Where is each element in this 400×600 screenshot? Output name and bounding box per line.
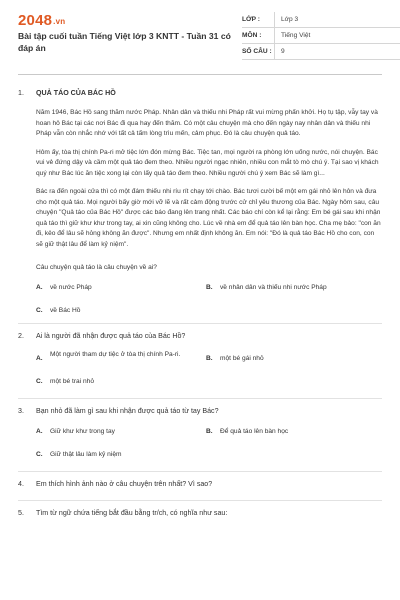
answer-option-c[interactable] [36, 306, 206, 315]
reading-passage [36, 108, 382, 250]
option-text: Một người tham dự tiệc ở tòa thị chính Pa-ri. [50, 351, 181, 358]
question-number: 4. [18, 480, 24, 488]
site-logo[interactable] [18, 12, 65, 29]
option-letter: C. [36, 307, 43, 314]
option-letter: A. [36, 428, 43, 435]
meta-row-subject [242, 28, 400, 44]
answer-options [36, 283, 382, 315]
meta-key: SỐ CÂU : [242, 48, 272, 55]
question-prompt: Câu chuyện quả táo là câu chuyện về ai? [36, 264, 157, 271]
option-letter: C. [36, 378, 43, 385]
question-number: 2. [18, 332, 24, 340]
question-1 [18, 89, 382, 315]
divider [18, 500, 382, 501]
answer-option-b[interactable] [206, 350, 382, 363]
option-text: một bé gái nhỏ [220, 355, 264, 362]
passage-paragraph: Hôm ấy, tòa thị chính Pa-ri mở tiệc lớn đón mừng Bác. Tiệc tan, mọi người ra phòng lớn uống nước, nói chuyện. Bác vui vẻ đứng dậy và cầm một quả táo đem theo. Nhiều người ngạc nhiên, nhiều con mắt tò mò chú ý. Tại sao vị khách quý như Bác lúc ăn tiệc xong lại còn lấy quả táo đem theo. Nhiều người chú ý xem Bác sẽ làm gì... [36, 148, 379, 177]
logo-tld: .vn [53, 16, 66, 26]
page-title: Bài tập cuối tuần Tiếng Việt lớp 3 KNTT - Tuần 31 có đáp án [18, 31, 231, 53]
question-5 [18, 509, 382, 517]
header [18, 0, 382, 75]
option-letter: B. [206, 428, 213, 435]
answer-option-a[interactable] [36, 427, 206, 436]
meta-row-count [242, 44, 400, 60]
option-letter: C. [36, 451, 43, 458]
question-number: 1. [18, 89, 24, 97]
option-text: về nhân dân và thiếu nhi nước Pháp [220, 284, 327, 291]
meta-row-class [242, 12, 400, 28]
answer-options [36, 350, 382, 386]
meta-value: 9 [274, 44, 285, 59]
question-prompt: Bạn nhỏ đã làm gì sau khi nhận được quả táo từ tay Bác? [36, 407, 219, 415]
meta-table [242, 12, 400, 60]
passage-paragraph: Năm 1946, Bác Hồ sang thăm nước Pháp. Nhân dân và thiếu nhi Pháp rất vui mừng phấn khởi. Họ tụ tập, vẫy tay và hoan hô Bác tại các nơi Bác đi qua hay đến thăm. Có một câu chuyện mà cho đến ngày nay nhân dân và thiếu nhi Pháp vẫn còn nhắc nhớ với tất cả tấm lòng trìu mến, cảm phục. Đó là câu chuyện quả táo. [36, 109, 378, 137]
divider [18, 323, 382, 324]
question-number: 5. [18, 509, 24, 517]
option-text: Để quả táo lên bàn học [220, 428, 289, 435]
question-4-header [18, 480, 382, 488]
answer-option-b[interactable] [206, 427, 382, 436]
question-5-header [18, 509, 382, 517]
meta-value: Tiếng Việt [274, 28, 310, 43]
option-letter: B. [206, 355, 213, 362]
question-prompt: Ai là người đã nhận được quả táo của Bác Hồ? [36, 332, 186, 340]
question-prompt: Em thích hình ảnh nào ở câu chuyện trên nhất? Vì sao? [36, 480, 213, 488]
answer-option-b[interactable] [206, 283, 382, 292]
option-text: một bé trai nhỏ [50, 378, 94, 385]
question-number: 3. [18, 407, 24, 415]
meta-key: LỚP : [242, 16, 260, 23]
answer-option-c[interactable] [36, 377, 206, 386]
divider [18, 398, 382, 399]
option-text: Giữ khư khư trong tay [50, 428, 115, 435]
answer-option-c[interactable] [36, 450, 206, 459]
option-text: Giữ thật lâu làm kỷ niệm [50, 451, 122, 458]
question-2 [18, 332, 382, 386]
logo-number: 2048 [18, 12, 53, 29]
passage-paragraph: Bác ra đến ngoài cửa thì có một đám thiếu nhi ríu rít chạy tới chào. Bác tươi cười bế một em gái nhỏ lên hôn và đưa cho một quả táo. Mọi người bấy giờ mới vỡ lẽ và rất cảm động trước cử chỉ yêu thương của Bác. Ngày hôm sau, câu chuyện "Quả táo của Bác Hồ" được các báo đang lên trang nhất. Các báo chí còn kể lại rằng: Em bé gái sau khi nhận quả táo thì giữ khư khư trong tay, ai xin cũng không cho. Lúc về nhà em để quả táo lên bàn học. Cha mẹ bảo: "con ăn đi, kẻo để lâu sẽ hỏng không ăn được". Nhưng em nhất định không ăn. Em nói: "Đó là quả táo Bác Hồ cho con, con sẽ giữ thật lâu để làm kỷ niệm". [36, 188, 381, 248]
question-3-header [18, 407, 382, 415]
option-letter: B. [206, 284, 213, 291]
option-letter: A. [36, 355, 43, 362]
answer-option-a[interactable] [36, 283, 206, 292]
question-prompt: Tìm từ ngữ chứa tiếng bắt đầu bằng tr/ch, có nghĩa như sau: [36, 509, 228, 517]
option-letter: A. [36, 284, 43, 291]
question-1-header [18, 89, 382, 97]
question-2-header [18, 332, 382, 340]
meta-value: Lớp 3 [274, 12, 298, 27]
question-3 [18, 407, 382, 459]
meta-key: MÔN : [242, 32, 262, 39]
divider [18, 471, 382, 472]
option-text: về nước Pháp [50, 284, 92, 291]
passage-title: QUẢ TÁO CỦA BÁC HỒ [36, 89, 116, 97]
question-4 [18, 480, 382, 488]
answer-option-a[interactable] [36, 350, 186, 363]
answer-options [36, 427, 382, 459]
option-text: về Bác Hồ [50, 307, 81, 314]
